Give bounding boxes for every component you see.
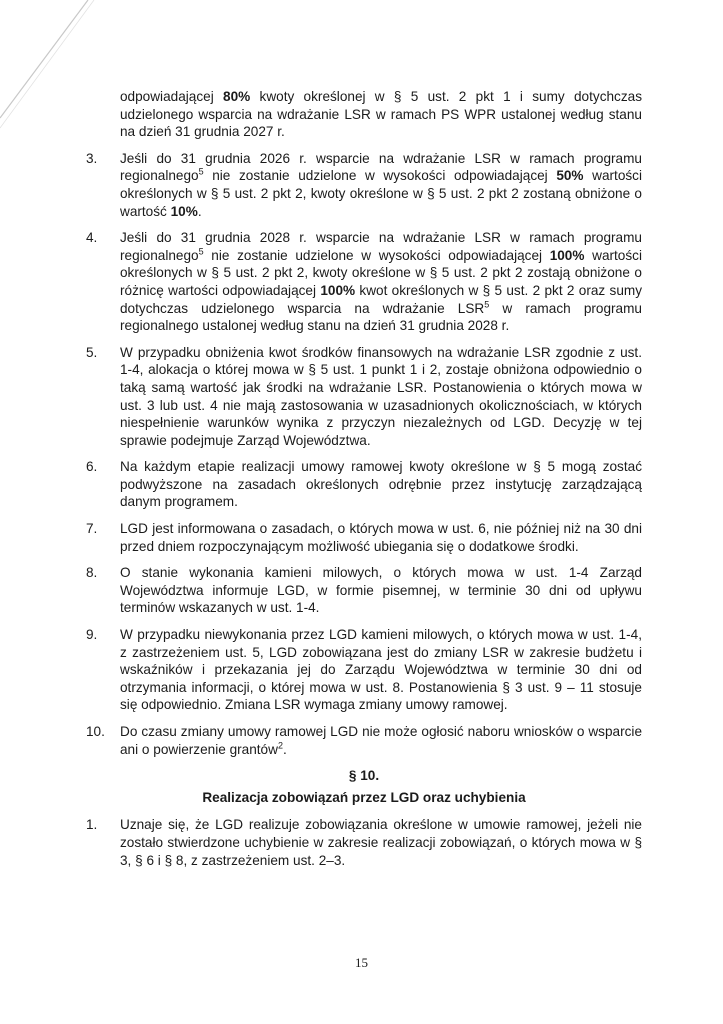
footnote-ref: 5	[484, 299, 490, 309]
list-item-9: 9. W przypadku niewykonania przez LGD kamieni milowych, o których mowa w ust. 1-4, z zastrzeżeniem ust. 5, LGD zobowiązana jest do zmiany LSR w zakresie budżetu i wskaźników i przekazania jej do Zarządu Województwa w terminie 30 dni od otrzymania informacji, o której mowa w ust. 8. Postanowienia § 3 ust. 9 – 11 stosuje się odpowiednio. Zmiana LSR wymaga zmiany umowy ramowej.	[86, 627, 642, 713]
list-item-8: 8. O stanie wykonania kamieni milowych, o których mowa w ust. 1-4 Zarząd Województwa informuje LGD, w formie pisemnej, w terminie 30 dni od upływu terminów wskazanych w ust. 1-4.	[86, 565, 642, 616]
item-number: 4.	[86, 230, 98, 246]
continuation-paragraph: odpowiadającej 80% kwoty określonej w § 5 ust. 2 pkt 1 i sumy dotychczas udzielonego wsparcia na wdrażanie LSR w ramach PS WPR ustalonej według stanu na dzień 31 grudnia 2027 r.	[120, 89, 642, 140]
section-title: Realizacja zobowiązań przez LGD oraz uchybienia	[202, 789, 526, 805]
item-number: 8.	[86, 565, 98, 581]
list-item-7: 7. LGD jest informowana o zasadach, o których mowa w ust. 6, nie później niż na 30 dni przed dniem rozpoczynającym możliwość ubiegania się o dodatkowe środki.	[86, 521, 642, 554]
item-number: 7.	[86, 521, 98, 537]
footnote-ref: 5	[198, 166, 204, 177]
footnote-ref: 5	[198, 246, 204, 257]
footnote-ref: 2	[277, 740, 283, 751]
item-number: 6.	[86, 459, 98, 475]
list-item-5: 5. W przypadku obniżenia kwot środków finansowych na wdrażanie LSR zgodnie z ust. 1-4, alokacja o której mowa w § 5 ust. 1 punkt 1 i 2, zostaje obniżona odpowiednio o taką samą wartość jak środki na wdrażanie LSR. Postanowienia o których mowa w ust. 3 lub ust. 4 nie mają zastosowania w uzasadnionych okolicznościach, w których niespełnienie warunków wynika z przyczyn niezależnych od LGD. Decyzję w tej sprawie podejmuje Zarząd Województwa.	[86, 344, 642, 448]
list-item-4: 4. Jeśli do 31 grudnia 2028 r. wsparcie na wdrażanie LSR w ramach programu regionalnego$^5$ nie zostanie udzielone w wysokości odpowiadającej 100% wartości określonych w § 5 ust. 2 pkt 2, kwoty określone w § 5 ust. 2 pkt 2 zostają obniżone o różnicę wartości odpowiadającej 100% kwot określonych w § 5 ust. 2 pkt 2 oraz sumy dotychczas udzielonego wsparcia na wdrażanie LSR$^5$ w ramach programu regionalnego ustalonej według stanu na dzień 31 grudnia 2028 r.	[86, 230, 642, 334]
item-number: 3.	[86, 150, 98, 166]
item-number: 5.	[86, 344, 98, 360]
item-number: 9.	[86, 627, 98, 643]
section-item-1: 1. Uznaje się, że LGD realizuje zobowiązania określone w umowie ramowej, jeżeli nie zostało stwierdzone uchybienie w zakresie realizacji zobowiązań, o których mowa w § 3, § 6 i § 8, z zastrzeżeniem ust. 2–3.	[86, 817, 642, 868]
document-body	[86, 88, 642, 878]
list-item-3: 3. Jeśli do 31 grudnia 2026 r. wsparcie na wdrażanie LSR w ramach programu regionalnego$^5$ nie zostanie udzielone w wysokości odpowiadającej 50% wartości określonych w § 5 ust. 2 pkt 2, kwoty określone w § 5 ust. 2 pkt 2 zostaną obniżone o wartość 10%.	[86, 150, 642, 219]
page-number: 15	[355, 955, 368, 970]
item-number: 1.	[86, 817, 98, 833]
section-number: § 10.	[348, 768, 380, 784]
list-item-6: 6. Na każdym etapie realizacji umowy ramowej kwoty określone w § 5 mogą zostać podwyższone na zasadach określonych odrębnie przez instytucję zarządzającą danym programem.	[86, 459, 642, 510]
item-number: 10.	[86, 724, 105, 739]
list-item-10: 10. Do czasu zmiany umowy ramowej LGD nie może ogłosić naboru wniosków o wsparcie ani o powierzenie grantów$^2$.	[86, 724, 642, 757]
